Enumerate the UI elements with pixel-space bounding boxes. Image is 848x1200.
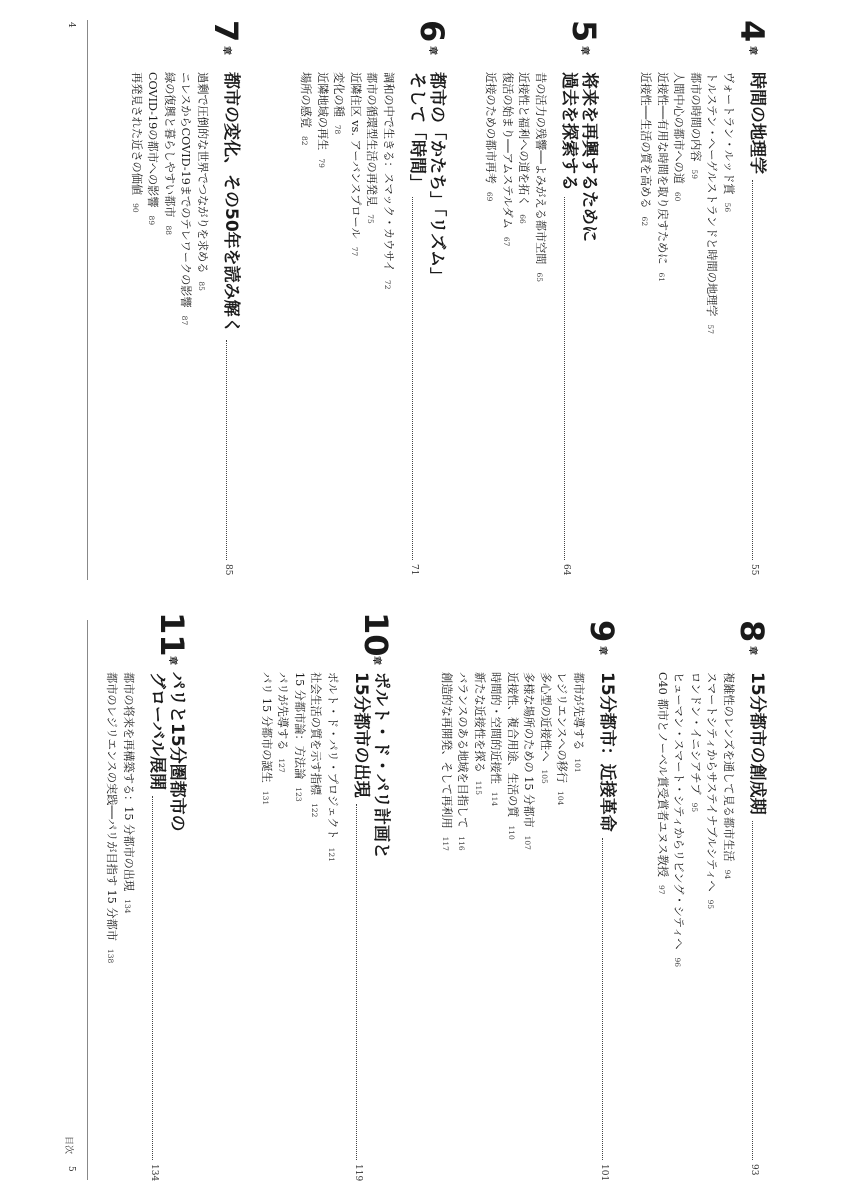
dot-leader: [412, 197, 413, 560]
chapter-number: 6: [413, 20, 451, 43]
section-item: [291, 672, 308, 862]
section-page: 60: [673, 191, 683, 202]
section-item: [482, 72, 499, 282]
chapter-title: 都市の「かたち」「リズム」: [427, 72, 447, 285]
section-page: 105: [540, 769, 549, 784]
dot-leader: [602, 838, 603, 1160]
section-title: ポルト・ド・パリ・プロジェクト: [326, 672, 339, 840]
section-title: 近接性──生活の質を高める: [639, 72, 653, 209]
section-title: 変化の種: [332, 72, 346, 117]
chapter-title: 将来を再興するために: [579, 72, 599, 242]
section-page: 110: [507, 825, 516, 840]
chapter-number: 11: [153, 612, 191, 657]
section-title: ヴォートラン・ルッド賞: [722, 72, 735, 195]
chapter-number: 10: [357, 612, 395, 657]
section-item: [347, 72, 364, 289]
chapter-page: 85: [223, 564, 233, 576]
footer-rule: [87, 620, 88, 1180]
section-item: [654, 672, 671, 967]
section-title: 過剰で圧倒的な世界でつながりを求める: [196, 72, 209, 274]
section-item: [499, 72, 516, 282]
section-item: [487, 672, 504, 851]
section-title: 複雑性のレンズを通して見る都市生活: [722, 672, 735, 862]
section-page: 131: [261, 790, 270, 806]
chapter-page: 134: [149, 1164, 159, 1182]
section-item: [654, 72, 671, 334]
section-title: ロンドン・イニシアチブ: [689, 672, 702, 795]
section-page: 87: [180, 315, 190, 326]
chapter-mark: 章: [371, 656, 381, 666]
section-page: 134: [123, 899, 132, 914]
section-item: [103, 672, 120, 963]
section-item: [537, 672, 554, 851]
section-title: 近接性、複合用途、生活の質: [506, 672, 519, 818]
section-page: 122: [310, 803, 320, 818]
section-page: 116: [457, 836, 467, 851]
section-item: [120, 672, 137, 963]
section-list: [438, 672, 587, 851]
chapter-mark: 章: [597, 646, 607, 656]
section-title: パリが先導する: [276, 672, 290, 751]
section-item: [520, 672, 537, 851]
chapter-page: 119: [353, 1164, 363, 1182]
chapter-title: そして「時間」: [407, 72, 427, 191]
page-number: 5: [66, 1166, 76, 1172]
section-page: 95: [690, 802, 699, 813]
chapter-title: 都市の変化、その50年を読み解く: [221, 72, 241, 334]
section-item: [515, 72, 532, 282]
chapter-mark: 章: [221, 46, 231, 56]
section-item: [670, 72, 687, 334]
section-title: COVID-19の都市への影響: [146, 72, 160, 208]
section-title: 近接のための都市再考: [484, 72, 498, 184]
section-item: [471, 672, 488, 851]
section-item: [504, 672, 521, 851]
section-page: 85: [197, 281, 206, 291]
dot-leader: [752, 180, 753, 560]
section-item: [307, 672, 324, 862]
section-item: [330, 72, 347, 289]
section-list: [482, 72, 548, 282]
chapter-mark: 章: [747, 646, 757, 656]
section-title: 昔の活力の残響──よみがえる都市空間: [534, 72, 547, 265]
chapter-page: 93: [749, 1164, 759, 1176]
section-page: 94: [723, 869, 732, 880]
section-item: [720, 672, 737, 967]
section-title: 多様な場所のための 15 分都市: [522, 672, 536, 828]
section-title: 近隣地域の再生: [316, 72, 329, 151]
chapter-number: 7: [207, 20, 245, 43]
chapter-number: 8: [733, 620, 771, 643]
section-list: [258, 672, 341, 862]
section-page: 121: [327, 847, 336, 862]
section-page: 77: [350, 246, 359, 257]
section-page: 138: [106, 948, 116, 964]
chapter-title: パリと15分圏都市の: [167, 672, 187, 832]
section-page: 96: [673, 957, 683, 967]
section-page: 57: [706, 324, 716, 334]
section-item: [380, 72, 397, 289]
footer-rule: [87, 20, 88, 580]
section-item: [258, 672, 275, 862]
section-list: [637, 72, 736, 334]
section-title: 都市の循環型生活の再発見: [365, 72, 379, 207]
chapter-page: 71: [409, 564, 419, 576]
section-item: [161, 72, 178, 325]
section-page: 127: [277, 758, 287, 773]
section-title: 場所の感覚: [299, 72, 313, 128]
section-page: 66: [518, 214, 528, 224]
section-title: 近隣住区 vs. アーバンスプロール: [349, 72, 362, 239]
chapter-title: 時間の地理学: [747, 72, 767, 174]
section-page: 114: [490, 791, 500, 807]
section-page: 117: [441, 836, 450, 851]
section-item: [687, 72, 704, 334]
section-title: 社会生活の質を示す指標: [309, 672, 323, 796]
section-title: 都市の将来を再構築する：15 分都市の出現: [122, 672, 135, 892]
section-page: 95: [706, 899, 716, 910]
chapter-number: 4: [733, 20, 771, 43]
section-title: 人間中心の都市への道: [672, 72, 686, 184]
section-item: [194, 72, 211, 325]
chapter-page: 64: [561, 564, 571, 576]
section-title: 近接性と福利への道を拓く: [517, 72, 531, 207]
section-item: [128, 72, 145, 325]
section-page: 65: [535, 272, 544, 283]
chapter-mark: 章: [579, 46, 589, 56]
section-item: [703, 672, 720, 967]
section-title: 15 分都市論：方法論: [293, 672, 306, 780]
chapter-mark: 章: [427, 46, 437, 56]
section-title: 再発見された近さの価値: [130, 72, 143, 196]
section-item: [637, 72, 654, 334]
section-item: [324, 672, 341, 862]
section-item: [570, 672, 587, 851]
section-title: 創造的な再開発、そして再利用: [440, 672, 453, 829]
chapter-title: 15分都市の創成期: [747, 672, 767, 815]
section-page: 89: [147, 215, 157, 226]
section-page: 61: [657, 272, 666, 283]
section-page: 115: [474, 780, 483, 796]
section-title: ニレスからCOVID-19までのテレワークの影響: [179, 72, 193, 308]
running-head: 目次: [63, 1136, 73, 1155]
chapter-page: 55: [749, 564, 759, 576]
chapter-title: グローバル展開: [147, 672, 167, 791]
chapter-page: 101: [599, 1164, 609, 1182]
chapter-title: 15分都市の出現: [351, 672, 371, 798]
section-title: トルステン・ヘーゲルストランドと時間の地理学: [705, 72, 719, 317]
section-page: 82: [300, 135, 310, 146]
section-page: 97: [657, 885, 666, 895]
section-item: [144, 72, 161, 325]
section-page: 72: [383, 279, 392, 290]
dot-leader: [152, 796, 153, 1160]
section-title: 時間的・空間的近接性: [489, 672, 503, 784]
section-title: 新たな近接性を探る: [473, 672, 486, 773]
section-item: [454, 672, 471, 851]
section-title: 近接性──有用な時間を取り戻すために: [656, 72, 669, 265]
section-list: [128, 72, 211, 325]
chapter-number: 5: [565, 20, 603, 43]
section-page: 67: [502, 236, 511, 247]
chapter-number: 9: [583, 620, 621, 643]
chapter-title: 15分都市：近接革命: [597, 672, 617, 832]
chapter-mark: 章: [747, 46, 757, 56]
section-item: [274, 672, 291, 862]
section-page: 107: [523, 835, 533, 850]
section-title: 都市の時間の内容: [689, 72, 702, 162]
section-page: 62: [640, 216, 650, 227]
section-item: [687, 672, 704, 967]
section-item: [363, 72, 380, 289]
section-title: バランスのある地域を目指して: [456, 672, 470, 829]
chapter-title: 過去を探索する: [559, 72, 579, 191]
chapter-mark: 章: [167, 656, 177, 666]
section-title: 都市のレジリエンスの実践──パリが目指す 15 分都市: [105, 672, 119, 941]
section-item: [438, 672, 455, 851]
section-title: C40 都市とノーベル賞受賞者ユヌス教授: [656, 672, 669, 878]
section-page: 79: [317, 158, 326, 168]
dot-leader: [226, 340, 227, 560]
section-page: 75: [366, 214, 376, 224]
dot-leader: [752, 821, 753, 1160]
section-page: 59: [690, 169, 699, 180]
dot-leader: [356, 804, 357, 1160]
section-list: [103, 672, 136, 963]
section-item: [177, 72, 194, 325]
section-page: 56: [723, 202, 732, 213]
section-list: [654, 672, 737, 967]
section-item: [297, 72, 314, 289]
section-title: レジリエンスへの移行: [555, 672, 569, 784]
section-title: 緑の復興と暮らしやすい都市: [163, 72, 176, 218]
section-list: [297, 72, 396, 289]
section-page: 88: [164, 225, 173, 235]
section-title: 復活の始まり──アムステルダム: [501, 72, 514, 229]
section-title: パリ 15 分都市の誕生: [260, 672, 273, 783]
section-page: 104: [556, 791, 566, 806]
section-title: 調和の中で生きる：スマック・カウサイ: [382, 72, 395, 272]
section-page: 69: [485, 191, 495, 202]
section-item: [532, 72, 549, 282]
section-title: 都市が先導する: [572, 672, 585, 751]
section-page: 78: [333, 124, 343, 135]
section-item: [553, 672, 570, 851]
page-5: [0, 600, 848, 1200]
section-page: 101: [573, 758, 582, 773]
section-item: [314, 72, 331, 289]
section-title: ヒューマン・スマート・シティからリビング・シティへ: [672, 672, 686, 950]
page-number: 4: [66, 22, 76, 28]
section-page: 90: [131, 203, 140, 213]
dot-leader: [564, 197, 565, 560]
section-title: 多心型の近接性へ: [539, 672, 552, 762]
section-page: 123: [294, 787, 303, 802]
section-item: [720, 72, 737, 334]
chapter-title: ポルト・ド・パリ計画と: [371, 672, 391, 859]
section-item: [703, 72, 720, 334]
section-title: スマートシティからサステイナブルシティへ: [705, 672, 719, 892]
section-item: [670, 672, 687, 967]
